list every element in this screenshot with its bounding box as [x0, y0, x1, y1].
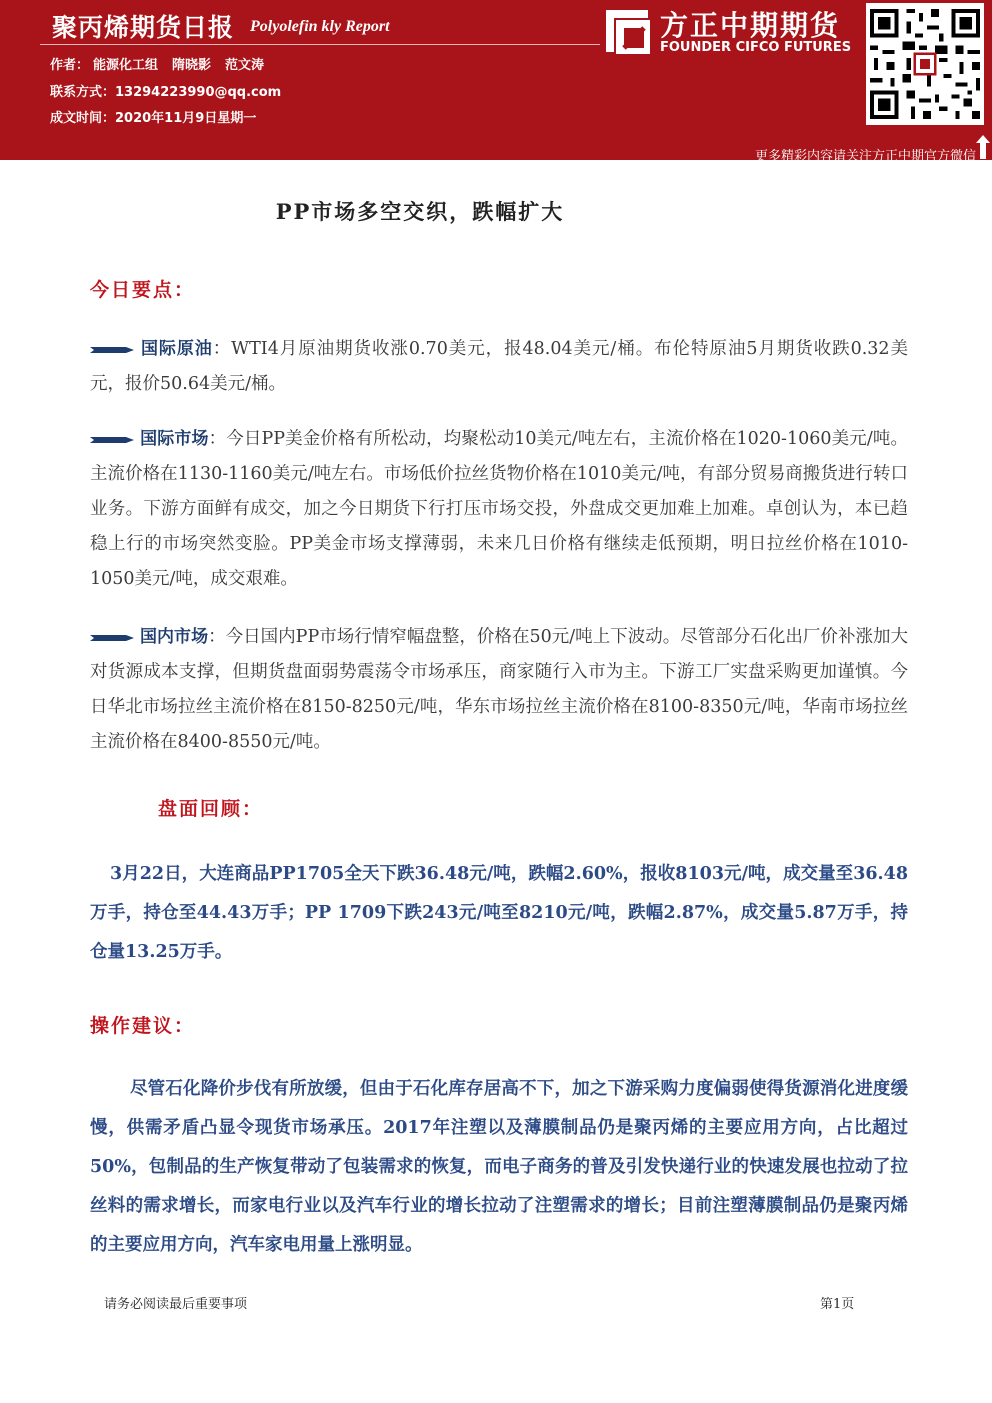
crude-oil-label: 国际原油	[140, 339, 213, 359]
authors-label: 作者：	[50, 58, 90, 73]
advice-paragraph: 尽管石化降价步伐有所放缓，但由于石化库存居高不下，加之下游采购力度偏弱使得货源消化进度缓慢，供需矛盾凸显令现货市场承压。2017年注塑以及薄膜制品仍是聚丙烯的主要应用方向，占比超过50%，包制品的生产恢复带动了包装需求的恢复，而电子商务的普及引发快递行业的快速发展也拉动了拉丝料的需求增长，而家电行业以及汽车行业的增长拉动了注塑需求的增长；目前注塑薄膜制品仍是聚丙烯的主要应用方向，汽车家电用量上涨明显。	[90, 1079, 908, 1255]
contact-line: 联系方式：13294223990@qq.com	[50, 85, 282, 100]
report-header	[0, 0, 992, 164]
key-points-heading: 今日要点：	[90, 279, 196, 301]
intl-market-label: 国际市场	[140, 429, 209, 449]
qr-code-icon	[866, 3, 984, 125]
author-group: 能源化工组	[93, 58, 159, 73]
arrow-bullet-icon	[90, 632, 134, 644]
company-name-cn: 方正中期期货	[660, 9, 841, 42]
crude-oil-text: ：WTI4月原油期货收涨0.70美元，报48.04美元/桶。布伦特原油5月期货收跌0.32美元，报价50.64美元/桶。	[90, 339, 909, 394]
domestic-market-text: ：今日国内PP市场行情窄幅盘整，价格在50元/吨上下波动。尽管部分石化出厂价补涨加大对货源成本支撑，但期货盘面弱势震荡令市场承压，商家随行入市为主。下游工厂实盘采购更加谨慎。今日华北市场拉丝主流价格在8150-8250元/吨，华东市场拉丝主流价格在8100-8350元/吨，华南市场拉丝主流价格在8400-8550元/吨。	[90, 627, 908, 752]
header-divider	[40, 44, 600, 45]
company-name-en: FOUNDER CIFCO FUTURES	[660, 40, 852, 55]
arrow-bullet-icon	[90, 344, 134, 356]
review-heading: 盘面回顾：	[158, 798, 264, 820]
page-title: PP市场多空交织，跌幅扩大	[275, 199, 565, 224]
intl-market-text: ：今日PP美金价格有所松动，均聚松动10美元/吨左右，主流价格在1020-1060美元/吨。主流价格在1130-1160美元/吨左右。市场低价拉丝货物价格在1010美元/吨，有部分贸易商搬货进行转口业务。下游方面鲜有成交，加之今日期货下行打压市场交投，外盘成交更加难上加难。卓创认为，本已趋稳上行的市场突然变脸。PP美金市场支撑薄弱，未来几日价格有继续走低预期，明日拉丝价格在1010-1050美元/吨，成交艰难。	[90, 429, 909, 589]
review-paragraph: 3月22日，大连商品PP1705全天下跌36.48元/吨，跌幅2.60%，报收8103元/吨，成交量至36.48万手，持仓至44.43万手；PP 1709下跌243元/吨至8210元/吨，跌幅2.87%，成交量5.87万手，持仓量13.25万手。	[90, 864, 908, 962]
arrow-bullet-icon	[90, 434, 134, 446]
page-number: 第1页	[820, 1297, 855, 1312]
crude-oil-paragraph	[90, 332, 908, 402]
date-line: 成文时间：2020年11月9日星期一	[50, 111, 257, 126]
author-2: 范文涛	[225, 58, 265, 73]
authors-line	[50, 54, 278, 73]
domestic-market-paragraph	[90, 620, 908, 760]
report-title-cn: 聚丙烯期货日报	[52, 13, 235, 42]
founder-logo-icon	[604, 8, 650, 54]
report-title-en: Polyolefin kly Report	[250, 18, 390, 35]
domestic-market-label: 国内市场	[140, 627, 209, 647]
wechat-follow-note: 更多精彩内容请关注方正中期官方微信	[754, 149, 976, 164]
arrow-up-icon	[976, 135, 990, 159]
advice-heading: 操作建议：	[90, 1015, 196, 1037]
footer-notice: 请务必阅读最后重要事项	[104, 1297, 248, 1312]
author-1: 隋晓影	[172, 58, 212, 73]
intl-market-paragraph	[90, 422, 908, 597]
